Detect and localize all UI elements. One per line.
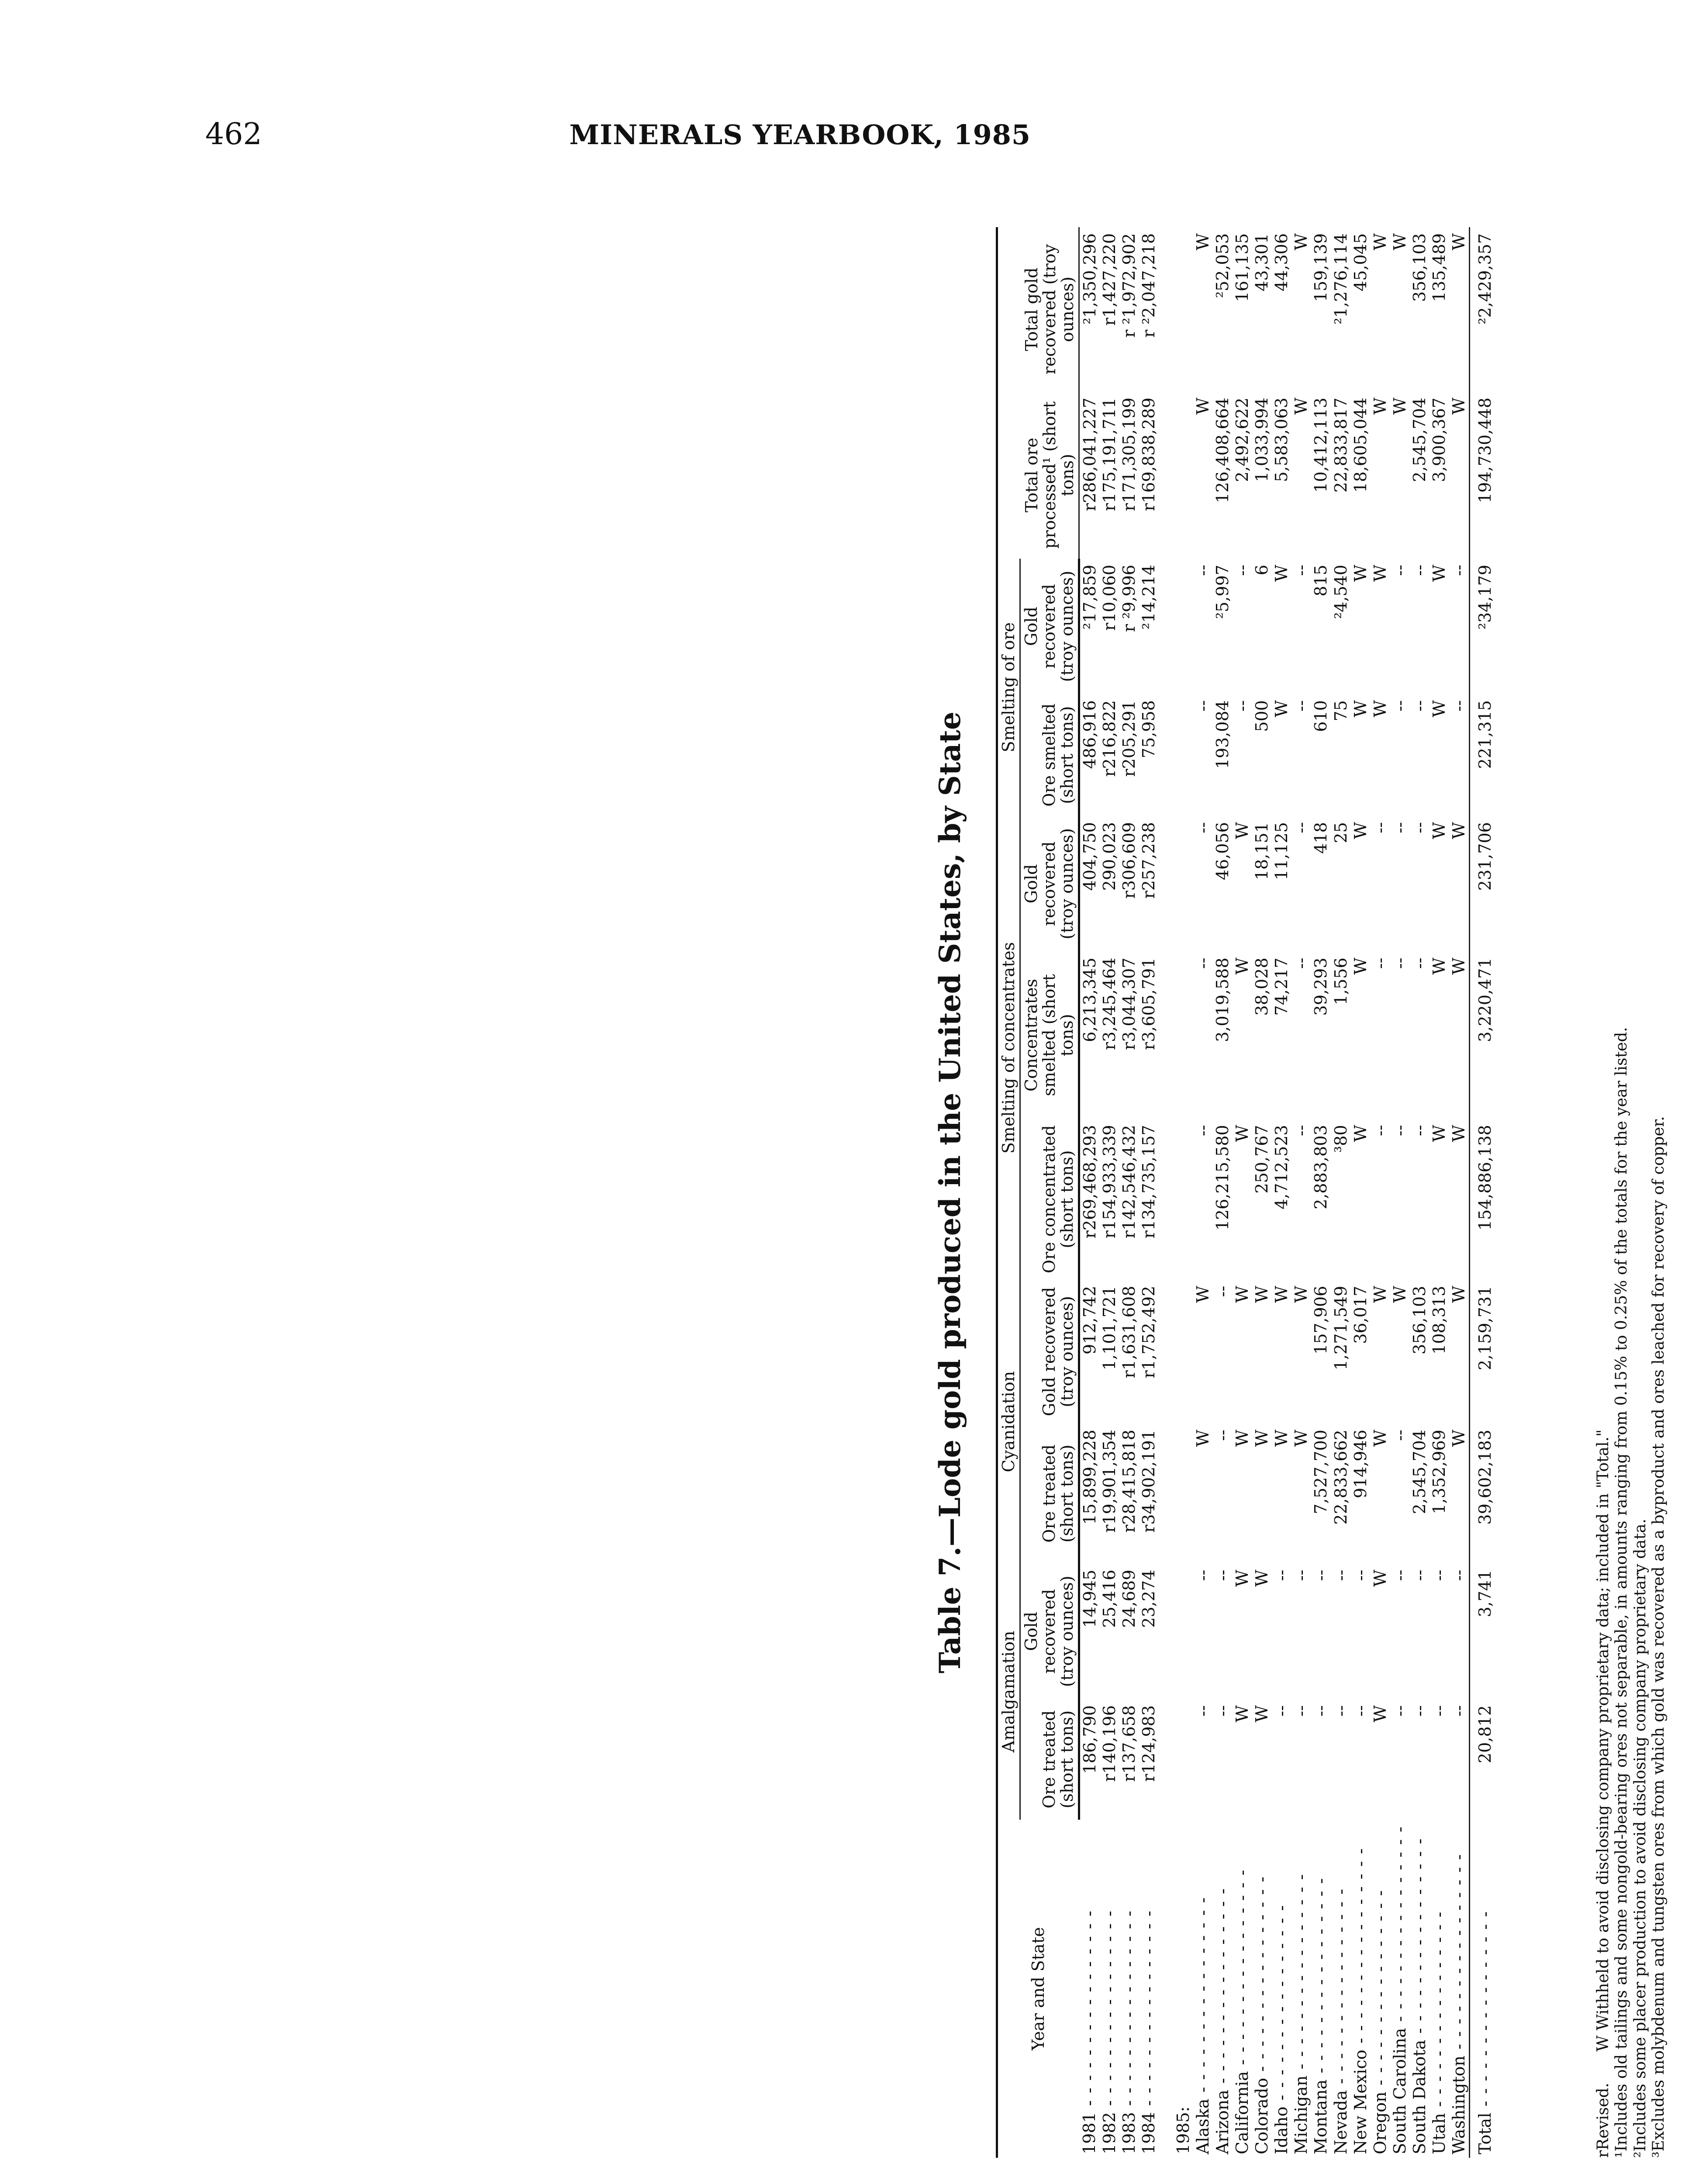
- table-cell: r306,609: [1119, 822, 1139, 899]
- table-cell: 25,416: [1100, 1569, 1119, 1628]
- footnote-withheld: W Withheld to avoid disclosing company proprietary data; included in "Total.": [1594, 1429, 1612, 2052]
- group-amalgamation: Amalgamation: [997, 1564, 1020, 1820]
- col-total-processed: Total ore processed¹ (short tons): [997, 391, 1079, 559]
- table-cell: W: [1193, 397, 1213, 415]
- table-cell: W: [1429, 957, 1449, 975]
- row-label: 1984 - - -: [1139, 1820, 1159, 2158]
- spacer-row: [1159, 227, 1174, 2158]
- table-cell: 5,583,063: [1272, 397, 1292, 482]
- stub-header: Year and State: [1029, 1927, 1048, 2051]
- group-cyanidation: Cyanidation: [997, 1280, 1020, 1564]
- table-cell: r169,838,289: [1139, 397, 1159, 511]
- table-cell: 3,220,471: [1475, 957, 1495, 1042]
- table-cell: --: [1370, 822, 1390, 833]
- table-cell: W: [1233, 1705, 1252, 1722]
- table-cell: W: [1370, 1430, 1390, 1447]
- table-cell: W: [1292, 397, 1311, 415]
- table-cell: 126,408,664: [1213, 397, 1233, 503]
- table-cell: 194,730,448: [1475, 397, 1495, 503]
- table-cell: W: [1272, 1286, 1292, 1303]
- table-cell: 45,045: [1350, 233, 1370, 291]
- footnotes: [1594, 227, 1668, 2158]
- table-cell: r ²2,047,218: [1139, 233, 1159, 338]
- table-cell: r137,658: [1119, 1705, 1139, 1782]
- table-cell: W: [1292, 233, 1311, 251]
- table-cell: r134,735,157: [1139, 1125, 1159, 1239]
- table-cell: --: [1213, 1286, 1233, 1297]
- table-cell: W: [1449, 822, 1468, 840]
- year-rows: [1079, 227, 1159, 2158]
- table-cell: 161,135: [1233, 233, 1252, 302]
- table-cell: --: [1449, 700, 1468, 712]
- table-cell: --: [1409, 564, 1429, 576]
- table-cell: --: [1292, 1125, 1311, 1136]
- col-conc-smelted: Concentrates smelted (short tons): [1020, 951, 1079, 1119]
- table-cell: 23,274: [1139, 1569, 1159, 1628]
- table-cell: 404,750: [1080, 822, 1100, 891]
- table-row: [1292, 227, 1311, 2158]
- table-cell: --: [1331, 1705, 1350, 1717]
- col-ore-smelted: Ore smelted (short tons): [1020, 694, 1079, 816]
- table-cell: W: [1292, 1286, 1311, 1303]
- table-cell: 3,900,367: [1429, 397, 1449, 482]
- table-row: [1311, 227, 1331, 2158]
- state-heading-row: [1174, 227, 1193, 2158]
- table-cell: --: [1331, 1569, 1350, 1581]
- table-cell: --: [1390, 1125, 1409, 1136]
- table-cell: 1,556: [1331, 957, 1350, 1006]
- table-cell: ²1,350,296: [1080, 233, 1099, 325]
- state-rows: [1159, 227, 1469, 2158]
- table-cell: W: [1390, 233, 1409, 251]
- table-cell: --: [1409, 1125, 1429, 1136]
- table-cell: r205,291: [1119, 700, 1139, 777]
- table-cell: 25: [1331, 822, 1350, 843]
- table-cell: 610: [1311, 700, 1331, 732]
- journal-title: MINERALS YEARBOOK, 1985: [569, 119, 1031, 151]
- table-cell: 2,159,731: [1475, 1286, 1495, 1371]
- row-label: Idaho - - -: [1272, 1820, 1292, 2158]
- table-cell: ²2,429,357: [1475, 233, 1495, 325]
- state-heading: 1985:: [1174, 2106, 1193, 2154]
- table-cell: ²34,179: [1475, 564, 1495, 629]
- table-cell: r257,238: [1139, 822, 1159, 899]
- table-cell: --: [1292, 1705, 1311, 1717]
- table-cell: --: [1193, 957, 1213, 969]
- table-cell: 24,689: [1119, 1569, 1139, 1628]
- footnote-revised: rRevised.: [1594, 2083, 1612, 2158]
- table-cell: --: [1390, 1569, 1409, 1581]
- col-conc-gold: Gold recovered (troy ounces): [1020, 816, 1079, 951]
- footnote-3: ³Excludes molybdenum and tungsten ores from which gold was recovered as a byproduct and ores leached for recovery of copper.: [1650, 1116, 1668, 2158]
- table-cell: r1,631,608: [1119, 1286, 1139, 1379]
- table-cell: --: [1292, 957, 1311, 969]
- table-cell: 356,103: [1409, 233, 1429, 302]
- table-cell: 1,271,549: [1331, 1286, 1350, 1371]
- table-cell: r28,415,818: [1119, 1430, 1139, 1533]
- table-cell: W: [1449, 957, 1468, 975]
- table-row: [1390, 227, 1410, 2158]
- group-smelting-ore: Smelting of ore: [997, 559, 1020, 816]
- table-cell: W: [1350, 700, 1370, 718]
- table-row: [1272, 227, 1292, 2158]
- table-cell: W: [1272, 1430, 1292, 1447]
- table-cell: 231,706: [1475, 822, 1495, 891]
- table-cell: 6,213,345: [1080, 957, 1100, 1042]
- table-cell: 193,084: [1213, 700, 1233, 769]
- footnote-2: ²Includes some placer production to avoid disclosing company proprietary data.: [1631, 1518, 1649, 2158]
- table-cell: 2,883,803: [1311, 1125, 1331, 1209]
- table-cell: --: [1409, 822, 1429, 833]
- col-total-gold: Total gold recovered (troy ounces): [997, 227, 1079, 391]
- table-cell: --: [1390, 822, 1409, 833]
- table-cell: --: [1409, 957, 1429, 969]
- col-amal-ore: Ore treated (short tons): [1020, 1699, 1079, 1820]
- table-cell: --: [1193, 1125, 1213, 1136]
- footnote-legend: [1594, 227, 1613, 2158]
- table-cell: W: [1252, 1286, 1272, 1303]
- table-cell: r1,427,220: [1100, 233, 1119, 326]
- table-cell: --: [1409, 1705, 1429, 1717]
- table-cell: --: [1370, 1125, 1390, 1136]
- table-cell: W: [1370, 397, 1390, 415]
- table-cell: ²5,997: [1213, 564, 1233, 619]
- table-cell: W: [1350, 1125, 1370, 1142]
- running-head: [205, 117, 1031, 156]
- table-row: [1100, 227, 1119, 2158]
- table-cell: 18,151: [1252, 822, 1272, 881]
- table-cell: --: [1233, 700, 1252, 712]
- table-row: [1351, 227, 1371, 2158]
- table-cell: 74,217: [1272, 957, 1292, 1016]
- col-cyan-ore: Ore treated (short tons): [1020, 1424, 1079, 1564]
- table-cell: r34,902,191: [1139, 1430, 1159, 1533]
- table-cell: --: [1449, 1569, 1468, 1581]
- table-cell: 157,906: [1311, 1286, 1331, 1355]
- table-cell: W: [1449, 1286, 1468, 1303]
- rotated-table-block: [922, 227, 1699, 2158]
- table-cell: W: [1292, 1430, 1311, 1447]
- table-cell: 914,946: [1350, 1430, 1370, 1499]
- table-cell: --: [1311, 1705, 1331, 1717]
- table-cell: ²52,053: [1213, 233, 1233, 298]
- table-cell: --: [1292, 822, 1311, 833]
- table-cell: 7,527,700: [1311, 1430, 1331, 1514]
- row-label: 1982 - - -: [1100, 1820, 1119, 2158]
- row-label: Oregon - - -: [1371, 1820, 1390, 2158]
- table-cell: 22,833,662: [1331, 1430, 1350, 1525]
- table-cell: --: [1390, 957, 1409, 969]
- table-cell: r142,546,432: [1119, 1125, 1139, 1239]
- table-cell: --: [1292, 564, 1311, 576]
- table-cell: r286,041,227: [1080, 397, 1099, 511]
- table-cell: W: [1252, 1430, 1272, 1447]
- table-row: [1079, 227, 1100, 2158]
- row-label: 1983 - - -: [1119, 1820, 1139, 2158]
- table-cell: 356,103: [1409, 1286, 1429, 1355]
- table-cell: --: [1311, 1569, 1331, 1581]
- table-cell: 221,315: [1475, 700, 1495, 769]
- table-cell: ²14,214: [1139, 564, 1159, 629]
- table-cell: 75: [1331, 700, 1350, 722]
- lode-gold-table: [996, 227, 1500, 2158]
- table-cell: 3,019,588: [1213, 957, 1233, 1042]
- table-cell: r ²9,996: [1119, 564, 1139, 632]
- table-cell: --: [1213, 1569, 1233, 1581]
- table-cell: --: [1193, 564, 1213, 576]
- table-cell: 11,125: [1272, 822, 1292, 881]
- table-cell: --: [1390, 700, 1409, 712]
- table-cell: ²4,540: [1331, 564, 1350, 619]
- page-number: 462: [205, 117, 262, 152]
- table-cell: W: [1370, 1569, 1390, 1587]
- table-cell: r269,468,293: [1080, 1125, 1100, 1239]
- table-cell: 418: [1311, 822, 1331, 854]
- table-cell: --: [1272, 1705, 1292, 1717]
- table-cell: W: [1233, 822, 1252, 840]
- table-cell: r3,044,307: [1119, 957, 1139, 1050]
- table-cell: W: [1272, 564, 1292, 582]
- table-cell: W: [1252, 1705, 1272, 1722]
- table-cell: W: [1252, 1569, 1272, 1587]
- table-cell: r3,245,464: [1100, 957, 1119, 1050]
- table-cell: 38,028: [1252, 957, 1272, 1016]
- table-cell: --: [1429, 1569, 1449, 1581]
- table-cell: W: [1390, 397, 1409, 415]
- table-cell: r175,191,711: [1100, 397, 1119, 511]
- table-cell: 1,101,721: [1100, 1286, 1119, 1371]
- table-cell: W: [1233, 1125, 1252, 1142]
- table-cell: --: [1370, 957, 1390, 969]
- table-cell: W: [1370, 700, 1390, 718]
- table-cell: --: [1350, 1569, 1370, 1581]
- table-cell: W: [1233, 957, 1252, 975]
- table-cell: --: [1193, 1569, 1213, 1581]
- table-cell: 135,489: [1429, 233, 1449, 302]
- table-cell: 250,767: [1252, 1125, 1272, 1194]
- table-cell: ³80: [1331, 1125, 1350, 1153]
- table-cell: --: [1409, 700, 1429, 712]
- table-row: [1233, 227, 1252, 2158]
- row-label: Alaska - - -: [1193, 1820, 1213, 2158]
- table-cell: ²17,859: [1080, 564, 1100, 629]
- footnote-1: ¹Includes old tailings and some nongold-bearing ores not separable, in amounts ranging from 0.15% to 0.25% of the totals for the year listed.: [1613, 1027, 1631, 2158]
- table-cell: r10,060: [1100, 564, 1119, 631]
- table-cell: r3,605,791: [1139, 957, 1159, 1050]
- table-row: [1139, 227, 1159, 2158]
- row-label: Arizona - - -: [1213, 1820, 1233, 2158]
- table-cell: 39,602,183: [1475, 1430, 1495, 1525]
- table-cell: 39,293: [1311, 957, 1331, 1016]
- table-cell: r124,983: [1139, 1705, 1159, 1782]
- table-cell: 108,313: [1429, 1286, 1449, 1355]
- table-cell: W: [1350, 564, 1370, 582]
- table-cell: --: [1292, 1569, 1311, 1581]
- table-cell: 186,790: [1080, 1705, 1100, 1774]
- table-cell: r154,933,339: [1100, 1125, 1119, 1239]
- total-rows: [1469, 227, 1500, 2158]
- table-cell: 1,352,969: [1429, 1430, 1449, 1514]
- table-cell: 912,742: [1080, 1286, 1100, 1355]
- table-cell: W: [1429, 822, 1449, 840]
- table-cell: r1,752,492: [1139, 1286, 1159, 1379]
- table-cell: 2,545,704: [1409, 1430, 1429, 1514]
- table-cell: W: [1233, 1286, 1252, 1303]
- row-label: South Carolina - - -: [1390, 1820, 1410, 2158]
- table-row: [1119, 227, 1139, 2158]
- table-cell: 159,139: [1311, 233, 1331, 302]
- table-cell: 2,492,622: [1233, 397, 1252, 482]
- table-cell: 154,886,138: [1475, 1125, 1495, 1231]
- table-cell: 18,605,044: [1350, 397, 1370, 493]
- table-row: [1252, 227, 1272, 2158]
- table-cell: W: [1429, 1125, 1449, 1142]
- row-label: Washington - - -: [1449, 1820, 1470, 2158]
- table-cell: --: [1429, 1705, 1449, 1717]
- table-cell: 22,833,817: [1331, 397, 1350, 493]
- table-cell: --: [1213, 1430, 1233, 1441]
- table-cell: --: [1193, 700, 1213, 712]
- table-cell: 14,945: [1080, 1569, 1100, 1628]
- table-cell: W: [1449, 397, 1468, 415]
- table-cell: 75,958: [1139, 700, 1159, 759]
- table-cell: --: [1390, 1705, 1409, 1717]
- table-cell: W: [1272, 700, 1292, 718]
- table-cell: --: [1193, 822, 1213, 833]
- total-row: [1469, 227, 1500, 2158]
- table-cell: 290,023: [1100, 822, 1119, 891]
- table-cell: W: [1370, 564, 1390, 582]
- table-cell: W: [1193, 1430, 1213, 1447]
- table-cell: 10,412,113: [1311, 397, 1331, 493]
- table-cell: --: [1350, 1705, 1370, 1717]
- row-label: South Dakota - - -: [1410, 1820, 1430, 2158]
- col-amal-gold: Gold recovered (troy ounces): [1020, 1564, 1079, 1699]
- table-cell: 46,056: [1213, 822, 1233, 881]
- table-cell: W: [1193, 233, 1213, 251]
- row-label: Utah - - -: [1430, 1820, 1449, 2158]
- group-smelting-concentrates: Smelting of concentrates: [997, 816, 1020, 1280]
- table-title: Table 7.—Lode gold produced in the United States, by State: [933, 712, 967, 1674]
- table-cell: W: [1350, 957, 1370, 975]
- table-cell: 15,899,228: [1080, 1430, 1100, 1525]
- table-cell: --: [1390, 564, 1409, 576]
- table-cell: 4,712,523: [1272, 1125, 1292, 1209]
- table-cell: r171,305,199: [1119, 397, 1139, 511]
- table-cell: 43,301: [1252, 233, 1272, 291]
- table-cell: W: [1370, 233, 1390, 251]
- table-cell: --: [1272, 1569, 1292, 1581]
- table-cell: --: [1449, 1705, 1468, 1717]
- row-label: New Mexico - - -: [1351, 1820, 1371, 2158]
- table-cell: 486,916: [1080, 700, 1100, 769]
- table-cell: W: [1370, 1705, 1390, 1722]
- table-cell: --: [1449, 564, 1468, 576]
- table-cell: r ²1,972,902: [1119, 233, 1139, 338]
- col-ore-gold: Gold recovered (troy ounces): [1020, 559, 1079, 694]
- table-row: [1449, 227, 1470, 2158]
- table-cell: 20,812: [1475, 1705, 1495, 1763]
- table-cell: W: [1449, 1125, 1468, 1142]
- table-row: [1410, 227, 1430, 2158]
- table-cell: --: [1213, 1705, 1233, 1717]
- table-cell: W: [1429, 700, 1449, 718]
- row-label: Montana - - -: [1311, 1820, 1331, 2158]
- col-cyan-gold: Gold recovered (troy ounces): [1020, 1280, 1079, 1424]
- row-label: 1981 - - -: [1079, 1820, 1100, 2158]
- table-cell: 3,741: [1475, 1569, 1495, 1617]
- table-cell: 2,545,704: [1409, 397, 1429, 482]
- table-cell: 1,033,994: [1252, 397, 1272, 482]
- table-cell: r140,196: [1100, 1705, 1119, 1782]
- table-cell: W: [1449, 1430, 1468, 1447]
- row-label: Michigan - - -: [1292, 1820, 1311, 2158]
- table-cell: --: [1292, 700, 1311, 712]
- table-row: [1193, 227, 1213, 2158]
- table-cell: r216,822: [1100, 700, 1119, 777]
- col-conc-ore: Ore concentrated (short tons): [1020, 1119, 1079, 1279]
- table-cell: --: [1409, 1569, 1429, 1581]
- row-label: Nevada - - -: [1331, 1820, 1351, 2158]
- table-cell: --: [1193, 1705, 1213, 1717]
- table-cell: W: [1449, 233, 1468, 251]
- table-cell: 6: [1252, 564, 1272, 575]
- table-row: [1213, 227, 1233, 2158]
- table-cell: 44,306: [1272, 233, 1292, 291]
- row-label: Total - - -: [1469, 1820, 1500, 2158]
- table-cell: 36,017: [1350, 1286, 1370, 1344]
- table-cell: W: [1193, 1286, 1213, 1303]
- table-cell: W: [1233, 1569, 1252, 1587]
- row-label: Colorado - - -: [1252, 1820, 1272, 2158]
- table-cell: 126,215,580: [1213, 1125, 1233, 1231]
- table-row: [1430, 227, 1449, 2158]
- table-cell: r19,901,354: [1100, 1430, 1119, 1533]
- table-cell: W: [1429, 564, 1449, 582]
- row-label: California - - -: [1233, 1820, 1252, 2158]
- table-cell: --: [1390, 1430, 1409, 1441]
- table-cell: 500: [1252, 700, 1272, 732]
- table-cell: W: [1370, 1286, 1390, 1303]
- table-cell: W: [1233, 1430, 1252, 1447]
- table-cell: 815: [1311, 564, 1331, 597]
- table-cell: --: [1233, 564, 1252, 576]
- table-row: [1371, 227, 1390, 2158]
- table-row: [1331, 227, 1351, 2158]
- table-cell: W: [1350, 822, 1370, 840]
- table-cell: ²1,276,114: [1331, 233, 1350, 325]
- table-cell: W: [1390, 1286, 1409, 1303]
